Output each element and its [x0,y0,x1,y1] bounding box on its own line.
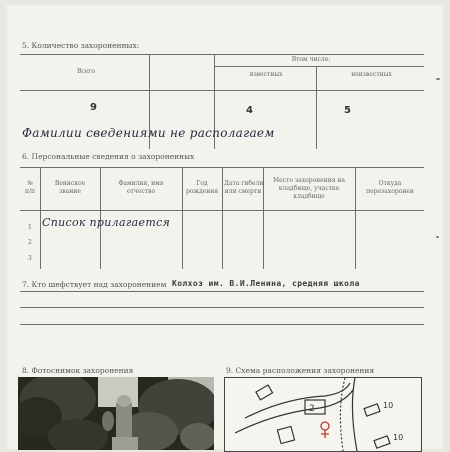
table5-top-line [20,54,424,55]
header-reburied-from: Откуда перезахоронен [366,180,414,195]
col-known-label: известных [249,71,283,78]
section7-line-3 [20,324,424,325]
section6-title: 6. Персональные сведения о захороненных [22,152,195,161]
section5-handwritten-note: Фамилии сведениями не располагаем [22,126,275,140]
paper-mark [436,78,440,80]
header-name: Фамилия, имя отчество [118,180,164,195]
header-burial-place: Место захоронения на кладбище, участке кладбище [272,177,345,200]
section5-title: 5. Количество захороненных: [22,41,140,50]
col-total-label: Всего [76,68,96,75]
known-count: 4 [246,105,253,116]
burial-scheme [224,377,422,452]
section9-title: 9. Схема расположения захоронения [226,366,375,375]
scheme-label-plot-1: 10 [383,401,394,410]
table5-header-bottom-line [20,90,424,91]
row-number-2: 2 [28,239,32,246]
burial-photo [18,377,214,450]
table6-divider-5 [263,167,264,269]
table6-divider-1 [40,167,41,269]
burial-photo-image [18,377,214,450]
header-rank: Воинское звание [54,180,86,195]
section7-line-1 [20,291,424,292]
burial-scheme-drawing [225,378,421,451]
patron-value: Колхоз им. В.И.Ленина, средняя школа [172,279,360,288]
header-num: № п/п [24,180,36,195]
col-incl-label: Втом числе: [291,56,331,63]
table6-divider-6 [355,167,356,269]
header-birth-year: Год рождения [185,180,218,195]
row-number-3: 3 [28,255,32,262]
row-number-1: 1 [28,224,32,231]
total-count: 9 [90,102,97,113]
header-death-date: Дата гибели или смерти [224,180,264,195]
col-unknown-label: неизвестных [351,71,392,78]
section6-handwritten-note: Список прилагается [42,216,171,229]
table6-divider-4 [222,167,223,269]
table6-divider-3 [182,167,183,269]
scheme-label-grave: 2 [309,404,315,414]
unknown-count: 5 [344,105,351,116]
section7-line-2 [20,307,424,308]
table5-sub-line [214,66,424,67]
section8-title: 8. Фотоснимок захоронения [22,366,134,375]
section7-title: 7. Кто шефствует над захоронением [22,280,167,289]
paper-mark [436,236,439,238]
scheme-label-plot-2: 10 [393,433,404,442]
table5-divider-3 [316,66,317,149]
